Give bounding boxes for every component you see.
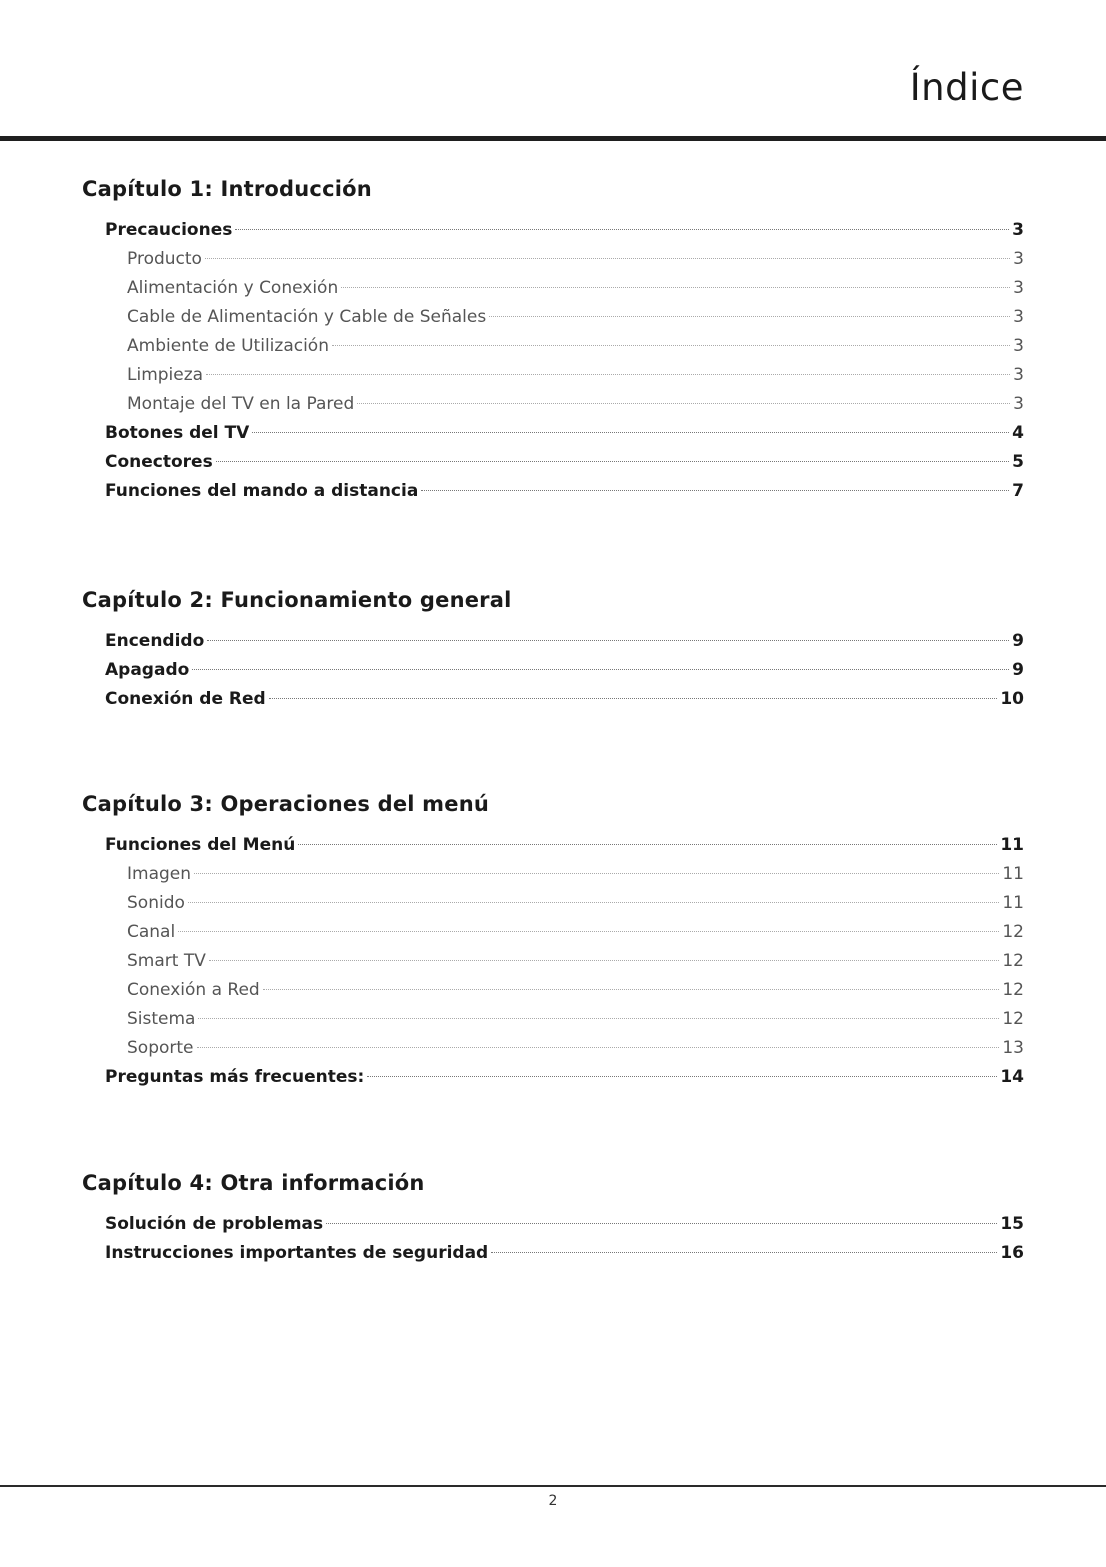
toc-entry-page: 9 [1012, 660, 1024, 680]
dot-leader [192, 669, 1009, 670]
toc-entry[interactable] [105, 448, 1024, 477]
toc-entry-page: 15 [1000, 1214, 1024, 1234]
toc-entry-page: 3 [1013, 307, 1024, 327]
dot-leader [491, 1252, 997, 1253]
toc-entry-label: Producto [127, 249, 202, 269]
toc-entry[interactable] [105, 216, 1024, 245]
footer-divider [0, 1485, 1106, 1487]
chapter-title: Capítulo 4: Otra información [82, 1171, 425, 1195]
dot-leader [235, 229, 1009, 230]
toc-entry-label: Conectores [105, 452, 213, 472]
dot-leader [269, 698, 998, 699]
toc-entry[interactable] [127, 1005, 1024, 1034]
toc-entry-label: Ambiente de Utilización [127, 336, 329, 356]
toc-entry[interactable] [105, 627, 1024, 656]
toc-entry-label: Botones del TV [105, 423, 250, 443]
toc-entry-label: Funciones del mando a distancia [105, 481, 419, 501]
dot-leader [357, 403, 1010, 404]
toc-entry[interactable] [105, 477, 1024, 506]
toc-entry[interactable] [127, 274, 1024, 303]
toc-entry-page: 3 [1012, 220, 1024, 240]
dot-leader [206, 374, 1010, 375]
chapter-3 [82, 789, 1024, 1092]
toc-entry[interactable] [105, 1210, 1024, 1239]
toc-entry[interactable] [105, 1063, 1024, 1092]
toc-entry-label: Imagen [127, 864, 192, 884]
toc-entry[interactable] [127, 947, 1024, 976]
toc-entry-label: Encendido [105, 631, 205, 651]
toc-entry-label: Precauciones [105, 220, 233, 240]
toc-entry-page: 3 [1013, 365, 1024, 385]
dot-leader [489, 316, 1010, 317]
header-divider [0, 136, 1106, 141]
toc-entry-label: Sonido [127, 893, 185, 913]
dot-leader [216, 461, 1009, 462]
toc-list [82, 216, 1024, 506]
toc-entry[interactable] [127, 361, 1024, 390]
toc-entry-page: 12 [1002, 951, 1024, 971]
toc-entry[interactable] [127, 303, 1024, 332]
toc-entry[interactable] [127, 390, 1024, 419]
dot-leader [209, 960, 1000, 961]
dot-leader [252, 432, 1009, 433]
toc-entry[interactable] [127, 918, 1024, 947]
dot-leader [197, 1047, 1000, 1048]
toc-entry-page: 14 [1000, 1067, 1024, 1087]
toc-entry-label: Instrucciones importantes de seguridad [105, 1243, 489, 1263]
dot-leader [178, 931, 999, 932]
toc-entry[interactable] [127, 976, 1024, 1005]
toc-entry[interactable] [105, 656, 1024, 685]
toc-entry-page: 3 [1013, 394, 1024, 414]
toc-entry-page: 12 [1002, 922, 1024, 942]
toc-entry-page: 11 [1002, 893, 1024, 913]
toc-entry[interactable] [105, 419, 1024, 448]
toc-entry-label: Solución de problemas [105, 1214, 324, 1234]
dot-leader [205, 258, 1010, 259]
toc-entry-page: 10 [1000, 689, 1024, 709]
toc-entry-label: Cable de Alimentación y Cable de Señales [127, 307, 487, 327]
toc-entry[interactable] [127, 245, 1024, 274]
chapter-4 [82, 1168, 1024, 1268]
toc-entry[interactable] [127, 860, 1024, 889]
page-title: Índice [909, 66, 1024, 109]
chapter-title: Capítulo 3: Operaciones del menú [82, 792, 489, 816]
dot-leader [332, 345, 1010, 346]
toc-list [82, 831, 1024, 1092]
toc-entry-page: 4 [1012, 423, 1024, 443]
toc-entry-page: 3 [1013, 336, 1024, 356]
dot-leader [367, 1076, 997, 1077]
chapter-title: Capítulo 1: Introducción [82, 177, 372, 201]
dot-leader [198, 1018, 999, 1019]
toc-entry[interactable] [105, 685, 1024, 714]
toc-entry-page: 16 [1000, 1243, 1024, 1263]
toc-entry-label: Funciones del Menú [105, 835, 296, 855]
toc-entry-label: Limpieza [127, 365, 204, 385]
dot-leader [298, 844, 997, 845]
chapter-title: Capítulo 2: Funcionamiento general [82, 588, 512, 612]
chapter-1 [82, 174, 1024, 506]
toc-entry-page: 7 [1012, 481, 1024, 501]
toc-entry-label: Sistema [127, 1009, 196, 1029]
dot-leader [326, 1223, 997, 1224]
toc-entry[interactable] [127, 1034, 1024, 1063]
toc-entry-label: Canal [127, 922, 176, 942]
toc-entry-label: Conexión a Red [127, 980, 260, 1000]
toc-entry[interactable] [127, 889, 1024, 918]
toc-entry[interactable] [105, 831, 1024, 860]
toc-entry-label: Smart TV [127, 951, 206, 971]
toc-entry-page: 9 [1012, 631, 1024, 651]
toc-entry-label: Preguntas más frecuentes: [105, 1067, 365, 1087]
dot-leader [263, 989, 1000, 990]
toc-entry-page: 12 [1002, 1009, 1024, 1029]
toc-entry[interactable] [105, 1239, 1024, 1268]
toc-entry-label: Montaje del TV en la Pared [127, 394, 355, 414]
dot-leader [188, 902, 999, 903]
toc-entry-page: 11 [1000, 835, 1024, 855]
dot-leader [421, 490, 1009, 491]
toc-list [82, 1210, 1024, 1268]
toc-entry-page: 12 [1002, 980, 1024, 1000]
dot-leader [194, 873, 999, 874]
page-number: 2 [548, 1493, 558, 1509]
chapter-2 [82, 585, 1024, 714]
toc-entry-label: Soporte [127, 1038, 194, 1058]
toc-entry-label: Apagado [105, 660, 190, 680]
toc-entry-page: 5 [1012, 452, 1024, 472]
dot-leader [341, 287, 1010, 288]
toc-entry-page: 3 [1013, 249, 1024, 269]
toc-entry-page: 3 [1013, 278, 1024, 298]
dot-leader [207, 640, 1009, 641]
toc-entry-label: Alimentación y Conexión [127, 278, 339, 298]
toc-entry-page: 11 [1002, 864, 1024, 884]
toc-entry-label: Conexión de Red [105, 689, 266, 709]
toc-entry[interactable] [127, 332, 1024, 361]
toc-list [82, 627, 1024, 714]
toc-entry-page: 13 [1002, 1038, 1024, 1058]
